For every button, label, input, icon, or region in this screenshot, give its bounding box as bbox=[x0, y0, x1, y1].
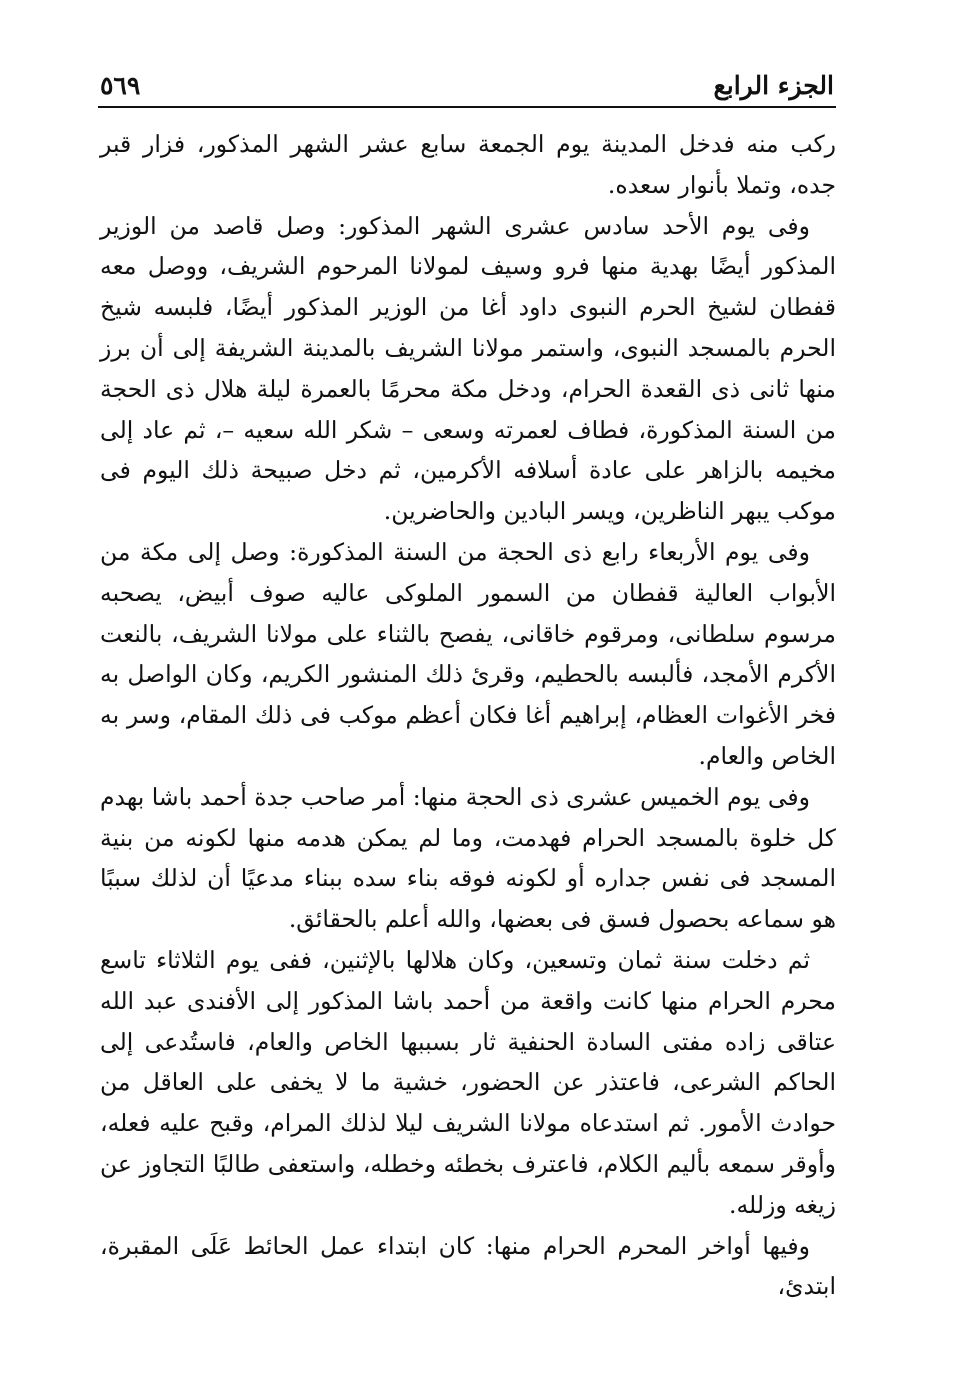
running-head-title: الجزء الرابع bbox=[713, 71, 834, 100]
body-text bbox=[100, 124, 836, 1307]
paragraph-5: ثم دخلت سنة ثمان وتسعين، وكان هلالها بالإثنين، ففى يوم الثلاثاء تاسع محرم الحرام منها كانت واقعة من أحمد باشا المذكور إلى الأفندى عبد الله عتاقى زاده مفتى السادة الحنفية ثار بسببها الخاص والعام، فاستُدعى إلى الحاكم الشرعى، فاعتذر عن الحضور، خشية ما لا يخفى على العاقل من حوادث الأمور. ثم استدعاه مولانا الشريف ليلا لذلك المرام، وقبح عليه فعله، وأوقر سمعه بأليم الكلام، فاعترف بخطئه وخطله، واستعفى طالبًا التجاوز عن زيغه وزلله. bbox=[100, 945, 836, 1219]
paragraph-4: وفى يوم الخميس عشرى ذى الحجة منها: أمر صاحب جدة أحمد باشا بهدم كل خلوة بالمسجد الحرام فهدمت، وما لم يمكن هدمه منها لكونه من بنية المسجد فى نفس جداره أو لكونه فوقه بناء سده ببناء مدعيًا أن لذلك سببًا هو سماعه بحصول فسق فى بعضها، والله أعلم بالحقائق. bbox=[100, 782, 836, 934]
header-rule bbox=[98, 106, 836, 108]
paragraph-6: وفيها أواخر المحرم الحرام منها: كان ابتداء عمل الحائط عَلَى المقبرة، ابتدئ، bbox=[100, 1231, 836, 1301]
paragraph-1: ركب منه فدخل المدينة يوم الجمعة سابع عشر الشهر المذكور، فزار قبر جده، وتملا بأنوار سعده. bbox=[100, 130, 836, 199]
page-number: ٥٦٩ bbox=[100, 71, 141, 100]
paragraph-3: وفى يوم الأربعاء رابع ذى الحجة من السنة المذكورة: وصل إلى مكة من الأبواب العالية قفطان من السمور الملوكى عاليه صوف أبيض، يصحبه مرسوم سلطانى، ومرقوم خاقانى، يفصح بالثناء على مولانا الشريف، بالنعت الأكرم الأمجد، فألبسه بالحطيم، وقرئ ذلك المنشور الكريم، وكان الواصل به فخر الأغوات العظام، إبراهيم أغا فكان أعظم موكب فى ذلك المقام، وسر به الخاص والعام. bbox=[100, 537, 836, 770]
running-head bbox=[100, 58, 834, 104]
paragraph-2: وفى يوم الأحد سادس عشرى الشهر المذكور: وصل قاصد من الوزير المذكور أيضًا بهدية منها فرو وسيف لمولانا المرحوم الشريف، ووصل معه قفطان لشيخ الحرم النبوى داود أغا من الوزير المذكور أيضًا، فلبسه شيخ الحرم بالمسجد النبوى، واستمر مولانا الشريف بالمدينة الشريفة إلى أن برز منها ثانى ذى القعدة الحرام، ودخل مكة محرمًا بالعمرة ليلة هلال ذى الحجة من السنة المذكورة، فطاف لعمرته وسعى – شكر الله سعيه –، ثم عاد إلى مخيمه بالزاهر على عادة أسلافه الأكرمين، ثم دخل صبيحة ذلك اليوم فى موكب يبهر الناظرين، ويسر البادين والحاضرين. bbox=[100, 211, 836, 526]
